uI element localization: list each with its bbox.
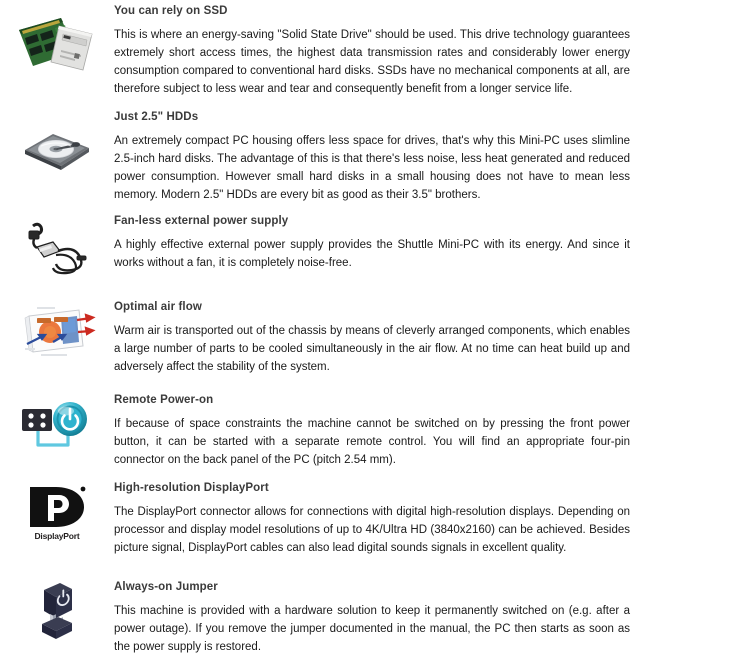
- air-flow-diagram-icon: [17, 302, 97, 360]
- hard-disk-icon: [17, 124, 97, 174]
- displayport-logo-icon: [26, 485, 88, 529]
- feature-item-hdd: [0, 100, 730, 200]
- feature-body: Warm air is transported out of the chassis by means of cleverly arranged components, which enables a large number of parts to be cooled simultaneously in the air flow. At no time can heat build up and adversely affect the stability of the system.: [114, 325, 630, 373]
- feature-text-cell: [114, 570, 680, 656]
- feature-icon-cell: [0, 385, 114, 455]
- feature-item-power-supply: [0, 200, 730, 290]
- feature-body: The DisplayPort connector allows for connections with digital high-resolution displays. Depending on processor and display model resolutions of up to 4K/Ultra HD (3840x2160) can be achieved. Besides picture signal, DisplayPort cables can also lead digital sounds signals in excellent quality.: [114, 506, 630, 554]
- feature-title: Just 2.5" HDDs: [114, 111, 199, 123]
- feature-item-always-on-jumper: [0, 570, 730, 652]
- ssd-drive-icon: [13, 8, 101, 74]
- feature-item-ssd: [0, 0, 730, 100]
- power-adapter-cable-icon: [17, 218, 97, 276]
- feature-text-cell: [114, 100, 680, 204]
- feature-body: A highly effective external power supply provides the Shuttle Mini-PC with its energy. And since it works without a fan, it is completely noise-free.: [114, 239, 630, 269]
- feature-text-cell: [114, 385, 680, 469]
- feature-body: If because of space constraints the machine cannot be switched on by pressing the front power button, it can be started with a separate remote control. You will find an appropriate four-pin connector on the back panel of the PC (pitch 2.54 mm).: [114, 418, 630, 466]
- feature-item-displayport: [0, 475, 730, 570]
- feature-body: This machine is provided with a hardware solution to keep it permanently switched on (e.g. after a power outage). If you remove the jumper documented in the manual, the PC then starts as soon as the power supply is restored.: [114, 605, 630, 653]
- feature-title: Optimal air flow: [114, 301, 202, 313]
- remote-power-on-icon: [18, 399, 96, 455]
- feature-body: This is where an energy-saving "Solid State Drive" should be used. This drive technology guarantees extremely short access times, the highest data transmission rates and considerably lower energy consumption compared to conventional hard disks. SSDs have no mechanical components at all, are therefore subject to less wear and tear and consequently benefit from a longer service life.: [114, 29, 630, 95]
- feature-text-cell: [114, 475, 680, 557]
- feature-body: An extremely compact PC housing offers less space for drives, that's why this Mini-PC uses slimline 2.5-inch hard disks. The advantage of this is that there's less noise, less heat generated and reduced power consumption. However small hard disks in a small housing does not have to mean less memory. Modern 2.5" HDDs are every bit as good as their 3.5" brothers.: [114, 135, 630, 201]
- displayport-logo-label: DisplayPort: [34, 531, 80, 541]
- feature-title: Remote Power-on: [114, 394, 214, 406]
- feature-item-air-flow: [0, 290, 730, 385]
- displayport-logo-group: [26, 485, 88, 541]
- feature-title: Always-on Jumper: [114, 581, 218, 593]
- feature-icon-cell: [0, 0, 114, 74]
- always-on-jumper-icon: [30, 578, 84, 642]
- feature-icon-cell: [0, 290, 114, 360]
- feature-text-cell: [114, 200, 680, 272]
- feature-icon-cell: [0, 200, 114, 276]
- feature-item-remote-power-on: [0, 385, 730, 475]
- feature-icon-cell: [0, 100, 114, 174]
- feature-icon-cell: [0, 570, 114, 642]
- feature-icon-cell: [0, 475, 114, 541]
- feature-text-cell: [114, 0, 680, 98]
- feature-title: You can rely on SSD: [114, 5, 228, 17]
- feature-title: Fan-less external power supply: [114, 215, 289, 227]
- feature-title: High-resolution DisplayPort: [114, 482, 269, 494]
- feature-text-cell: [114, 290, 680, 376]
